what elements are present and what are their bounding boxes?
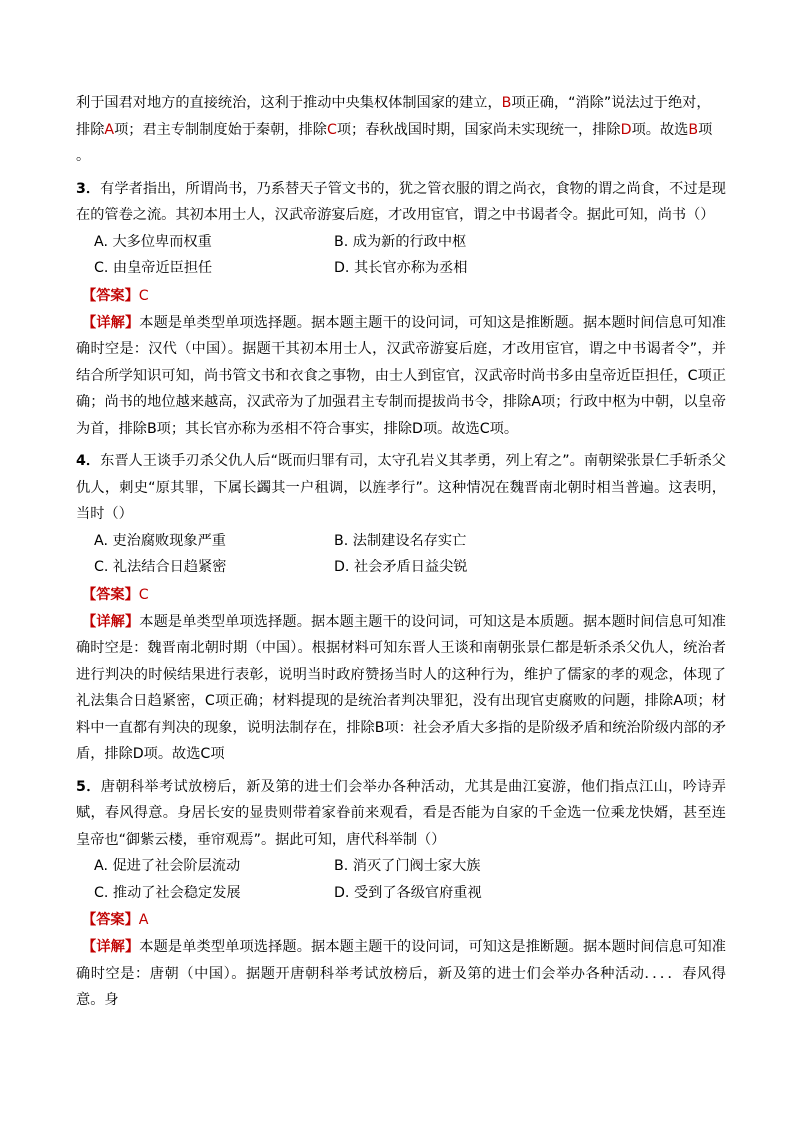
prev-detail-line-2: 排除A项；君主专制制度始于秦朝，排除C项；春秋战国时期，国家尚未实现统一，排除D项。故选B项 (76, 121, 713, 138)
question-3 (76, 176, 726, 443)
question-stem: 3．有学者指出，所谓尚书，乃系替天子管文书的，犹之管衣服的谓之尚衣，食物的谓之尚食，不过是现在的管卷之流。其初本用士人，汉武帝游宴后庭，才改用宦官，谓之中书谒者令。据此可知，尚书（） (76, 180, 726, 223)
question-stem: 4．东晋人王谈手刃杀父仇人后“既而归罪有司，太守孔岩义其孝勇，列上宥之”。南朝梁张景仁手斩杀父仇人，刺史“原其罪，下属长蠲其一户租调，以旌孝行”。这种情况在魏晋南北朝时相当普遍。这表明，当时（） (76, 453, 726, 522)
explanation: 【详解】本题是单类型单项选择题。据本题主题干的设问词，可知这是推断题。据本题时间信息可知准确时空是：唐朝（中国）。据题开唐朝科举考试放榜后，新及第的进士们会举办各种活动．．．．春风得意。身 (76, 939, 726, 1008)
answer: 【答案】C (82, 586, 149, 603)
option-a: A. 大多位卑而权重 (94, 233, 212, 250)
options (94, 528, 726, 581)
option-c: C. 由皇帝近臣担任 (94, 260, 213, 276)
option-c: C. 礼法结合日趋紧密 (94, 559, 227, 575)
document-page (76, 90, 726, 1014)
explanation: 【详解】本题是单类型单项选择题。据本题主题干的设问词，可知这是推断题。据本题时间信息可知准确时空是：汉代（中国）。据题干其初本用士人，汉武帝游宴后庭，才改用宦官，谓之中书谒者令”，并结合所学知识可知，尚书管文书和衣食之事物，由士人到宦官，汉武帝时尚书多由皇帝近臣担任，C项正确；尚书的地位越来越高，汉武帝为了加强君主专制而提拔尚书令，排除A项；行政中枢为中朝，以皇帝为首，排除B项；其长官亦称为丞相不符合事实，排除D项。故选C项。 (76, 314, 726, 437)
option-a: A. 促进了社会阶层流动 (94, 858, 241, 874)
question-stem: 5．唐朝科举考试放榜后，新及第的进士们会举办各种活动，尤其是曲江宴游，他们指点江山，吟诗弄赋，春风得意。身居长安的显贵则带着家眷前来观看，看是否能为自家的千金选一位乘龙快婿，甚至连皇帝也“御紫云楼，垂帘观焉”。据此可知，唐代科举制（） (76, 778, 726, 848)
question-5 (76, 774, 726, 1014)
option-b: B. 消灭了门阀士家大族 (334, 858, 481, 874)
option-d: D. 社会矛盾日益尖锐 (334, 559, 468, 575)
option-d: D. 其长官亦称为丞相 (334, 260, 468, 276)
option-b: B. 成为新的行政中枢 (334, 233, 467, 250)
explanation: 【详解】本题是单类型单项选择题。据本题主题干的设问词，可知这是本质题。据本题时间信息可知准确时空是：魏晋南北朝时期（中国）。根据材料可知东晋人王谈和南朝张景仁都是斩杀杀父仇人，统治者进行判决的时候结果进行表彰，说明当时政府赞扬当时人的这种行为，维护了儒家的孝的观念，体现了礼法集合日趋紧密，C项正确；材料提现的是统治者判决罪犯，没有出现官吏腐败的问题，排除A项；材料中一直都有判决的现象，说明法制存在，排除B项：社会矛盾大多指的是阶级矛盾和统治阶级内部的矛盾，排除D项。故选C项 (76, 613, 726, 762)
options (94, 229, 726, 282)
option-a: A. 吏治腐败现象严重 (94, 532, 226, 549)
answer: 【答案】A (82, 912, 149, 928)
options (94, 853, 726, 906)
prev-detail-line-3: 。 (76, 148, 91, 164)
prev-detail-line-1: 利于国君对地方的直接统治，这利于推动中央集权体制国家的建立，B项正确，“消除”说法过于绝对， (76, 95, 711, 111)
question-4 (76, 448, 726, 768)
option-c: C. 推动了社会稳定发展 (94, 884, 241, 901)
option-d: D. 受到了各级官府重视 (334, 884, 482, 901)
option-b: B. 法制建设名存实亡 (334, 532, 467, 549)
answer: 【答案】C (82, 287, 149, 304)
